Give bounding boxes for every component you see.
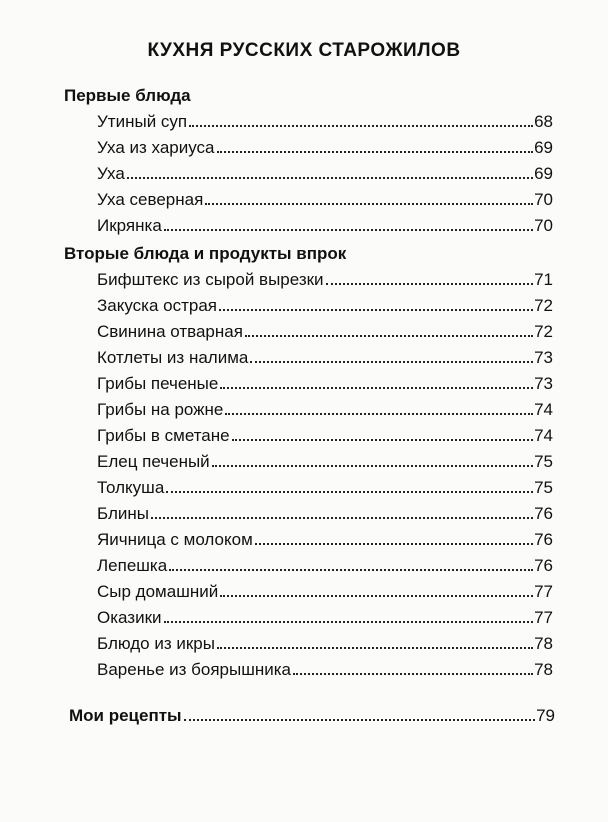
dot-leader — [255, 543, 533, 545]
page-number: 78 — [534, 660, 553, 679]
toc-entry[interactable] — [97, 316, 553, 342]
entry-title: Уха северная — [97, 190, 204, 209]
page-number: 75 — [534, 452, 553, 471]
page-number: 72 — [534, 296, 553, 315]
page-number: 70 — [534, 216, 553, 235]
toc-entry-my-recipes[interactable] — [69, 700, 555, 726]
toc-entry[interactable] — [97, 576, 553, 602]
dot-leader — [326, 283, 534, 285]
entry-title: Закуска острая — [97, 296, 218, 315]
dot-leader — [217, 647, 533, 649]
page-title: КУХНЯ РУССКИХ СТАРОЖИЛОВ — [147, 40, 461, 61]
entry-title: Свинина отварная — [97, 322, 243, 341]
toc-entry[interactable] — [97, 654, 553, 680]
page-number: 71 — [534, 270, 553, 289]
dot-leader — [232, 439, 533, 441]
toc-entry[interactable] — [97, 184, 553, 210]
page-number: 74 — [534, 426, 553, 445]
page-number: 69 — [534, 138, 553, 157]
page-number: 76 — [534, 556, 553, 575]
page-number: 78 — [534, 634, 553, 653]
toc-entry[interactable] — [97, 446, 553, 472]
entry-title: Блины — [97, 504, 149, 523]
page-number: 76 — [534, 530, 553, 549]
entry-title: Уха — [97, 164, 125, 183]
entry-title: Толкуша — [97, 478, 165, 497]
dot-leader — [245, 335, 533, 337]
page-number: 68 — [534, 112, 553, 131]
page-number: 79 — [536, 706, 555, 725]
entry-title: Бифштекс из сырой вырезки — [97, 270, 324, 289]
dot-leader — [164, 229, 533, 231]
entry-title: Утиный суп — [97, 112, 188, 131]
entry-title: Грибы печеные — [97, 374, 219, 393]
entry-title: Грибы в сметане — [97, 426, 230, 445]
section-heading: Первые блюда — [64, 86, 191, 105]
toc-entry[interactable] — [97, 368, 553, 394]
toc-entry[interactable] — [97, 550, 553, 576]
dot-leader — [127, 177, 533, 179]
toc-entry[interactable] — [97, 602, 553, 628]
toc-entry[interactable] — [97, 498, 553, 524]
section-heading: Вторые блюда и продукты впрок — [64, 244, 347, 263]
dot-leader — [225, 413, 533, 415]
entry-title: Грибы на рожне — [97, 400, 224, 419]
toc-entry[interactable] — [97, 420, 553, 446]
page-number: 75 — [534, 478, 553, 497]
toc-entry[interactable] — [97, 342, 553, 368]
page-number: 74 — [534, 400, 553, 419]
dot-leader — [293, 673, 533, 675]
dot-leader — [250, 361, 533, 363]
toc-entry[interactable] — [97, 106, 553, 132]
dot-leader — [220, 595, 533, 597]
entry-title: Сыр домашний — [97, 582, 219, 601]
toc-entry[interactable] — [97, 210, 553, 236]
entry-title: Елец печеный — [97, 452, 210, 471]
entry-title: Варенье из боярышника — [97, 660, 291, 679]
dot-leader — [212, 465, 533, 467]
dot-leader — [220, 387, 533, 389]
entry-title: Котлеты из налима — [97, 348, 249, 367]
entry-title: Икрянка — [97, 216, 162, 235]
toc-entry[interactable] — [97, 158, 553, 184]
page-number: 76 — [534, 504, 553, 523]
toc-entry[interactable] — [97, 524, 553, 550]
entry-title: Блюдо из икры — [97, 634, 215, 653]
page-number: 70 — [534, 190, 553, 209]
dot-leader — [189, 125, 533, 127]
page-number: 73 — [534, 374, 553, 393]
toc-entry[interactable] — [97, 290, 553, 316]
page-number: 73 — [534, 348, 553, 367]
toc-entry[interactable] — [97, 132, 553, 158]
page-number: 69 — [534, 164, 553, 183]
toc-entry[interactable] — [97, 394, 553, 420]
page-number: 72 — [534, 322, 553, 341]
page-number: 77 — [534, 608, 553, 627]
entry-title: Мои рецепты — [69, 706, 182, 725]
toc-entry[interactable] — [97, 472, 553, 498]
entry-title: Уха из хариуса — [97, 138, 215, 157]
entry-title: Лепешка — [97, 556, 168, 575]
dot-leader — [151, 517, 533, 519]
dot-leader — [217, 151, 534, 153]
dot-leader — [184, 719, 536, 721]
dot-leader — [166, 491, 533, 493]
toc-entry[interactable] — [97, 628, 553, 654]
dot-leader — [164, 621, 534, 623]
entry-title: Оказики — [97, 608, 162, 627]
dot-leader — [219, 309, 533, 311]
page-number: 77 — [534, 582, 553, 601]
dot-leader — [169, 569, 533, 571]
dot-leader — [205, 203, 533, 205]
entry-title: Яичница с молоком — [97, 530, 253, 549]
toc-entry[interactable] — [97, 264, 553, 290]
